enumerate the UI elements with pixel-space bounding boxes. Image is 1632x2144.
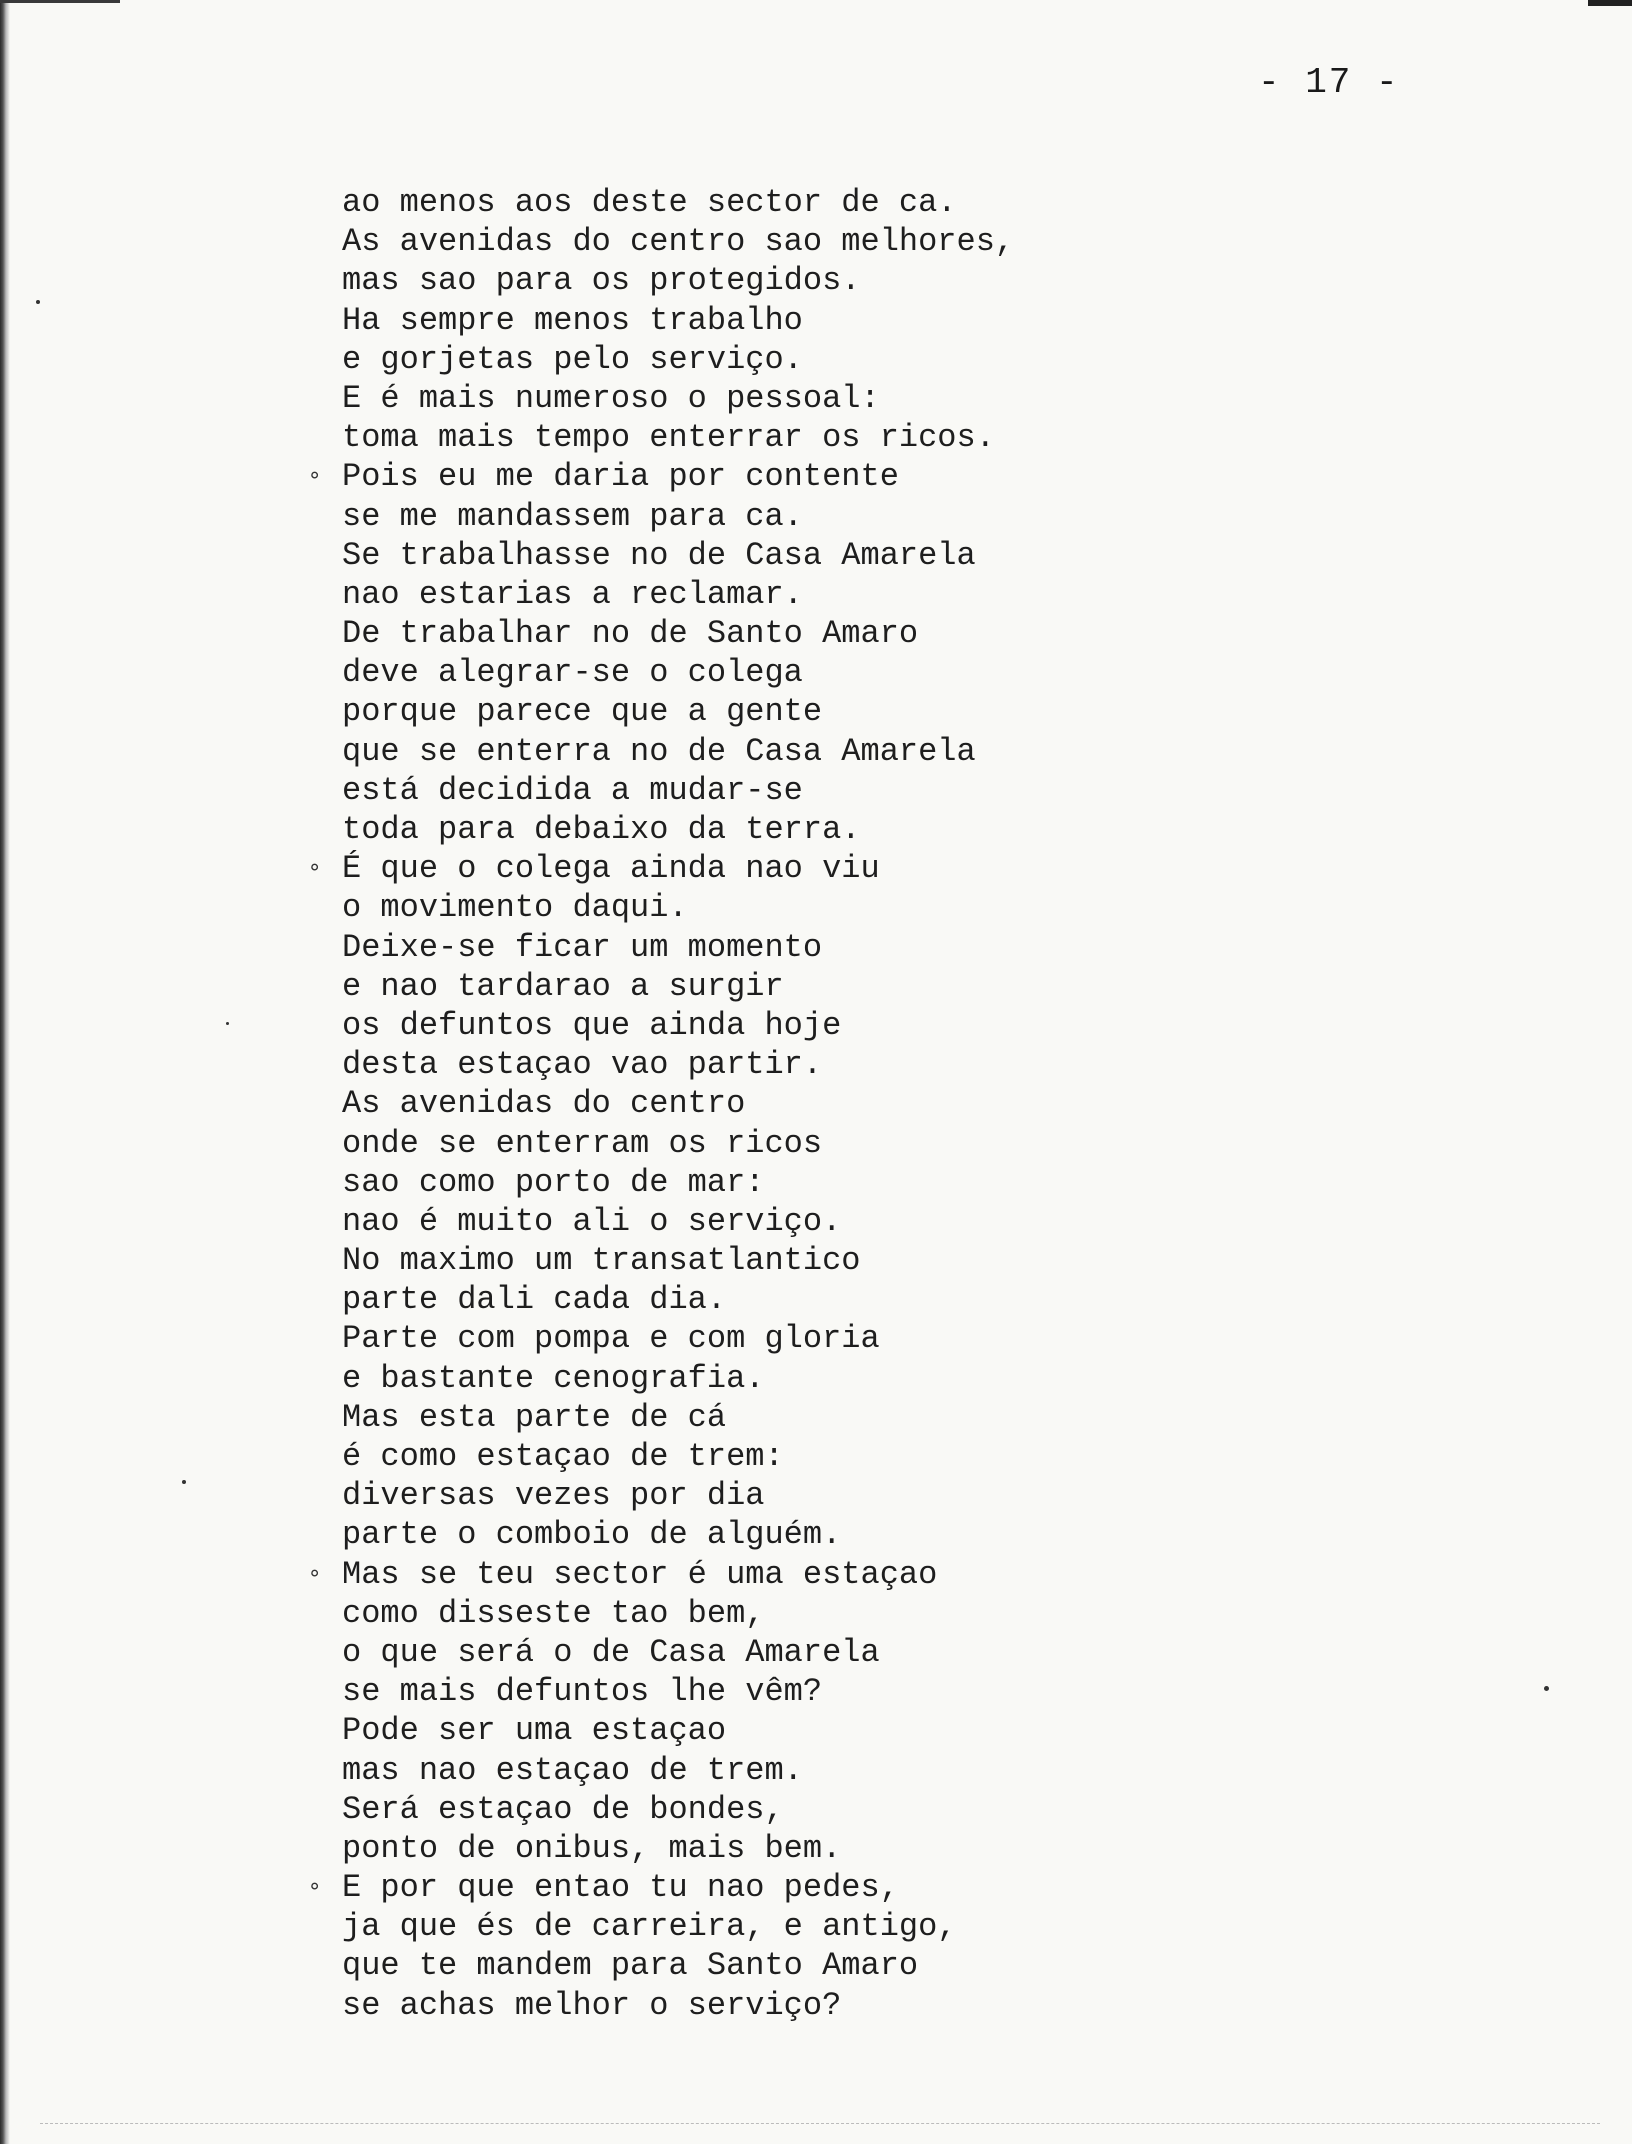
poem-line-text: se me mandassem para ca.	[342, 497, 803, 535]
poem-line-text: Parte com pompa e com gloria	[342, 1320, 880, 1358]
poem-line-text: E é mais numeroso o pessoal:	[342, 379, 880, 417]
poem-line	[342, 1045, 1014, 1084]
poem-line-text: onde se enterram os ricos	[342, 1124, 823, 1162]
poem-line-text: Deixe-se ficar um momento	[342, 928, 823, 966]
poem-line	[342, 1359, 1014, 1398]
poem-line	[342, 1633, 1014, 1672]
poem-line	[342, 497, 1014, 536]
page-number: - 17 -	[1258, 62, 1400, 103]
poem-line	[342, 810, 1014, 849]
poem-line-text: Será estaçao de bondes,	[342, 1790, 784, 1828]
poem-line	[342, 1319, 1014, 1358]
poem-line-text: mas nao estaçao de trem.	[342, 1751, 803, 1789]
poem-line-text: As avenidas do centro	[342, 1085, 746, 1123]
poem-line	[308, 1868, 1014, 1907]
poem-line	[342, 379, 1014, 418]
page-bottom-edge	[40, 2123, 1600, 2126]
page-top-edge-mark	[0, 0, 120, 3]
poem-line	[342, 1398, 1014, 1437]
poem-line	[342, 653, 1014, 692]
poem-line	[342, 888, 1014, 927]
poem-line	[342, 1437, 1014, 1476]
poem-line	[342, 1241, 1014, 1280]
poem-line-text: nao é muito ali o serviço.	[342, 1202, 842, 1240]
poem-line-text: ao menos aos deste sector de ca.	[342, 184, 957, 221]
poem-line-text: está decidida a mudar-se	[342, 771, 803, 809]
poem-line-text: e bastante cenografia.	[342, 1359, 765, 1397]
poem-line-text: De trabalhar no de Santo Amaro	[342, 615, 919, 653]
poem-line-text: nao estarias a reclamar.	[342, 575, 803, 613]
poem-line-text: sao como porto de mar:	[342, 1163, 765, 1201]
poem-line	[342, 536, 1014, 575]
poem-line	[342, 1006, 1014, 1045]
ink-speck	[182, 1480, 186, 1484]
poem-line	[342, 1084, 1014, 1123]
poem-line	[342, 418, 1014, 457]
poem-line	[342, 183, 1014, 222]
poem-line	[342, 575, 1014, 614]
poem-line	[342, 1751, 1014, 1790]
poem-line	[342, 1711, 1014, 1750]
poem-line-text: porque parece que a gente	[342, 693, 823, 731]
poem-line-text: As avenidas do centro sao melhores,	[342, 223, 1015, 261]
poem-line-text: No maximo um transatlantico	[342, 1242, 861, 1280]
poem-line-text: como disseste tao bem,	[342, 1594, 765, 1632]
poem-line-text: É que o colega ainda nao viu	[342, 850, 880, 888]
poem-line	[342, 1672, 1014, 1711]
poem-line-text: Ha sempre menos trabalho	[342, 301, 803, 339]
poem-line	[342, 222, 1014, 261]
poem-line	[342, 301, 1014, 340]
poem-line	[342, 1829, 1014, 1868]
poem-line-text: Pode ser uma estaçao	[342, 1712, 727, 1750]
poem-line	[342, 1163, 1014, 1202]
poem-line	[308, 849, 1014, 888]
poem-line-text: os defuntos que ainda hoje	[342, 1006, 842, 1044]
poem-line-text: deve alegrar-se o colega	[342, 654, 803, 692]
poem-line	[342, 771, 1014, 810]
poem-line-text: ponto de onibus, mais bem.	[342, 1829, 842, 1867]
poem-line-text: mas sao para os protegidos.	[342, 262, 861, 300]
poem-line	[342, 928, 1014, 967]
poem-line	[342, 1515, 1014, 1554]
page-corner-mark	[1588, 0, 1632, 6]
poem-line-text: parte o comboio de alguém.	[342, 1516, 842, 1554]
poem-line	[342, 1124, 1014, 1163]
speaker-turn-marker: ∘	[308, 856, 322, 882]
ink-speck	[226, 1022, 229, 1025]
poem-line-text: o movimento daqui.	[342, 889, 688, 927]
poem-line-text: Pois eu me daria por contente	[342, 458, 899, 496]
poem-line	[342, 1907, 1014, 1946]
poem-line-text: toda para debaixo da terra.	[342, 811, 861, 848]
speaker-turn-marker: ∘	[308, 1875, 322, 1901]
poem-line	[342, 1280, 1014, 1319]
poem-line	[308, 457, 1014, 496]
poem-line-text: é como estaçao de trem:	[342, 1438, 784, 1475]
ink-speck	[1544, 1686, 1549, 1691]
poem-line-text: e gorjetas pelo serviço.	[342, 340, 803, 378]
poem-line-text: E por que entao tu nao pedes,	[342, 1869, 899, 1907]
poem-line-text: que se enterra no de Casa Amarela	[342, 732, 976, 770]
poem-line-text: o que será o de Casa Amarela	[342, 1633, 880, 1671]
poem-line-text: toma mais tempo enterrar os ricos.	[342, 419, 995, 457]
poem-line-text: Se trabalhasse no de Casa Amarela	[342, 536, 976, 574]
speaker-turn-marker: ∘	[308, 1561, 322, 1587]
poem-line	[342, 1476, 1014, 1515]
poem-line-text: diversas vezes por dia	[342, 1477, 765, 1515]
poem-line-text: ja que és de carreira, e antigo,	[342, 1908, 957, 1946]
poem-line-text: se mais defuntos lhe vêm?	[342, 1673, 823, 1711]
poem-line-text: Mas esta parte de cá	[342, 1398, 727, 1436]
poem-text	[308, 183, 1015, 2025]
ink-speck	[36, 300, 40, 304]
poem-line	[342, 732, 1014, 771]
speaker-turn-marker: ∘	[308, 464, 322, 490]
poem-line	[342, 261, 1014, 300]
poem-line-text: desta estaçao vao partir.	[342, 1046, 823, 1084]
poem-line-text: e nao tardarao a surgir	[342, 967, 784, 1005]
poem-line	[342, 1986, 1014, 2025]
poem-line-text: parte dali cada dia.	[342, 1281, 727, 1319]
poem-line-text: Mas se teu sector é uma estaçao	[342, 1555, 938, 1593]
poem-line	[342, 1202, 1014, 1241]
poem-line	[342, 692, 1014, 731]
poem-line	[342, 1946, 1014, 1985]
poem-line	[342, 1594, 1014, 1633]
poem-line-text: se achas melhor o serviço?	[342, 1986, 842, 2024]
poem-line	[342, 1790, 1014, 1829]
poem-line-text: que te mandem para Santo Amaro	[342, 1947, 919, 1985]
poem-line	[342, 614, 1014, 653]
page-left-edge-shadow	[0, 0, 10, 2144]
poem-line	[342, 340, 1014, 379]
poem-line	[308, 1555, 1014, 1594]
poem-line	[342, 967, 1014, 1006]
